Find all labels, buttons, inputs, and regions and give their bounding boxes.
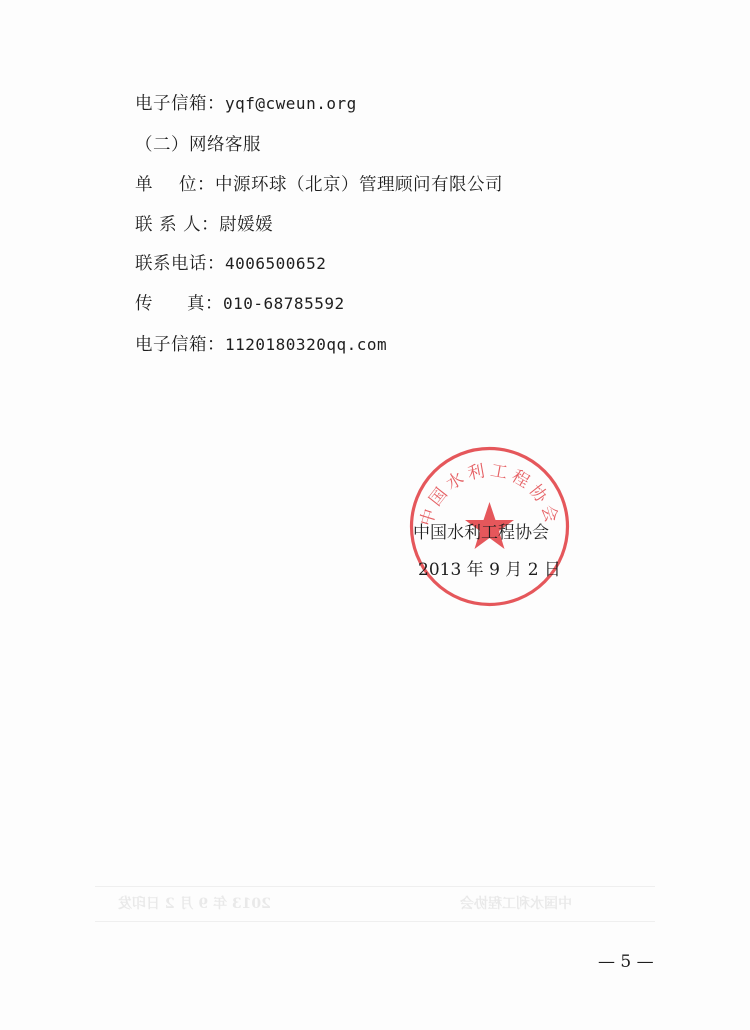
fax-value: 010-68785592 xyxy=(223,294,345,313)
unit-label-a: 单 xyxy=(135,175,153,195)
fax-label-b: 真： xyxy=(187,294,223,314)
contact-person-line xyxy=(135,211,273,236)
page-number: — 5 — xyxy=(598,952,654,972)
contact-person-value: 尉媛媛 xyxy=(219,215,274,235)
phone-value: 4006500652 xyxy=(225,254,327,273)
bleed-date: 2013 年 9 月 2 日印发 xyxy=(118,896,271,912)
seal-text: 中国水利工程协会 xyxy=(416,460,563,529)
email-value[interactable]: yqf@cweun.org xyxy=(225,94,357,113)
contact-person-label: 联 系 人： xyxy=(135,215,220,235)
fax-line xyxy=(135,290,345,315)
email-line-2 xyxy=(135,331,387,356)
phone-label: 联系电话： xyxy=(135,254,225,274)
email-value-2[interactable]: 1120180320qq.com xyxy=(225,335,388,354)
signoff-date: 2013 年 9 月 2 日 xyxy=(418,560,561,580)
unit-value: 中源环球（北京）管理顾问有限公司 xyxy=(215,175,503,195)
phone-line xyxy=(135,250,326,275)
section-heading-text: （二）网络客服 xyxy=(135,135,261,155)
unit-line xyxy=(135,171,503,196)
signoff-organization: 中国水利工程协会 xyxy=(413,523,549,543)
bleed-rule-top xyxy=(95,886,655,887)
email-label: 电子信箱： xyxy=(135,94,225,114)
bleed-rule-bottom xyxy=(95,921,655,922)
section-heading xyxy=(135,131,261,156)
unit-label-b: 位： xyxy=(179,175,215,195)
email-line-1 xyxy=(135,90,357,115)
fax-label-a: 传 xyxy=(135,294,153,314)
bleed-organization: 中国水利工程协会 xyxy=(460,896,572,912)
email-label-2: 电子信箱： xyxy=(135,335,225,355)
